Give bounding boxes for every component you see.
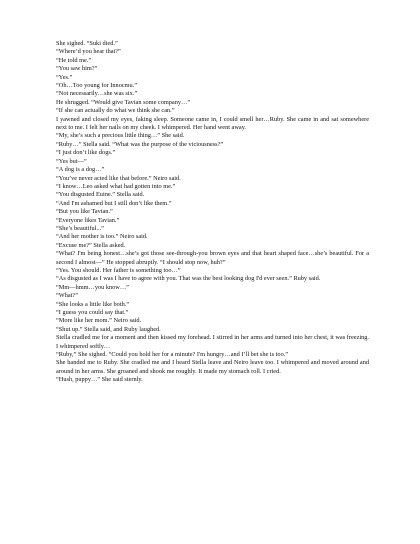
paragraph: “You saw him?” [56, 65, 98, 73]
paragraph: She handed me to Ruby. She cradled me and I heard Stella leave and Neiro leave too. I whimpered and moved around and around in her arms. She groaned and shook me roughly. It made my stomach roll. I cried. [56, 359, 369, 375]
paragraph: “Hush, puppy…” She said sternly. [56, 376, 143, 384]
paragraph: “Yes. You should. Her father is something too…” [56, 266, 181, 274]
paragraph: “And I'm ashamed but I still don’t like them.” [56, 199, 172, 207]
paragraph: “Mm—hmm…you know…” [56, 283, 129, 291]
paragraph: “Ruby…” Stella said. “What was the purpose of the viciousness?” [56, 140, 224, 148]
paragraph: “I just don’t like dogs.” [56, 149, 116, 157]
paragraph: “Not necessarily…she was six.” [56, 90, 138, 98]
paragraph: Stella cradled me for a moment and then kissed my forehead. I stirred in her arms and turned into her chest, it was freezing. I whimpered softly… [56, 334, 369, 350]
paragraph: “As disgusted as I was I have to agree with you. That was the best looking dog I'd ever seen.” Ruby said. [56, 275, 321, 283]
paragraph: “Shut up.” Stella said, and Ruby laughed. [56, 325, 161, 333]
paragraph: “You disgusted Euine.” Stella said. [56, 191, 145, 199]
paragraph: “And her mother is too.” Neiro said. [56, 233, 148, 241]
paragraph: “Ruby,” She sighed. “Could you hold her for a minute? I'm hungry…and I’ll bet she is too.” [56, 351, 289, 359]
paragraph: “I know…Leo asked what had gotten into me.” [56, 182, 176, 190]
paragraph: She sighed. “Suki died.” [56, 40, 118, 47]
document-page [56, 40, 369, 385]
paragraph: I yawned and closed my eyes, faking sleep. Someone came in, I could smell her…Ruby. She came in and sat somewhere next to me. I felt her nails on my cheek. I whimpered. Her hand went away. [56, 115, 369, 132]
paragraph: “I guess you could say that.” [56, 309, 129, 316]
paragraph: “Yes but—” [56, 157, 87, 165]
paragraph: “Everyone likes Tavian.” [56, 216, 120, 224]
paragraph: “He told me.” [56, 56, 92, 64]
paragraph: “You’ve never acted like that before.” Neiro said. [56, 174, 181, 182]
paragraph: He shrugged. “Would give Tavian some company…” [56, 98, 191, 106]
paragraph: “What?” [56, 292, 79, 300]
paragraph: “She looks a little like both.” [56, 300, 130, 308]
paragraph: “Oh…Too young for Innocmu.” [56, 82, 138, 90]
paragraph: “What? I'm being honest…she’s got those see-through-you brown eyes and that heart shaped face…she’s beautiful. For a second I almost—” He stopped abruptly. “I should stop now, huh?” [56, 250, 369, 266]
paragraph: “If she can actually do what we think she can.” [56, 107, 175, 115]
paragraph: “Yes.” [56, 73, 73, 81]
paragraph: “But you like Tavian.” [56, 208, 113, 216]
paragraph: “More like her mom.” Neiro said. [56, 317, 142, 325]
paragraph: “She’s beautiful...” [56, 224, 104, 232]
paragraph: “A dog is a dog…” [56, 166, 105, 174]
paragraph: “Excuse me?” Stella asked. [56, 241, 126, 249]
paragraph: “My, she’s such a precious little thing…” She said. [56, 132, 185, 140]
paragraph: “Where’d you hear that?” [56, 48, 121, 56]
